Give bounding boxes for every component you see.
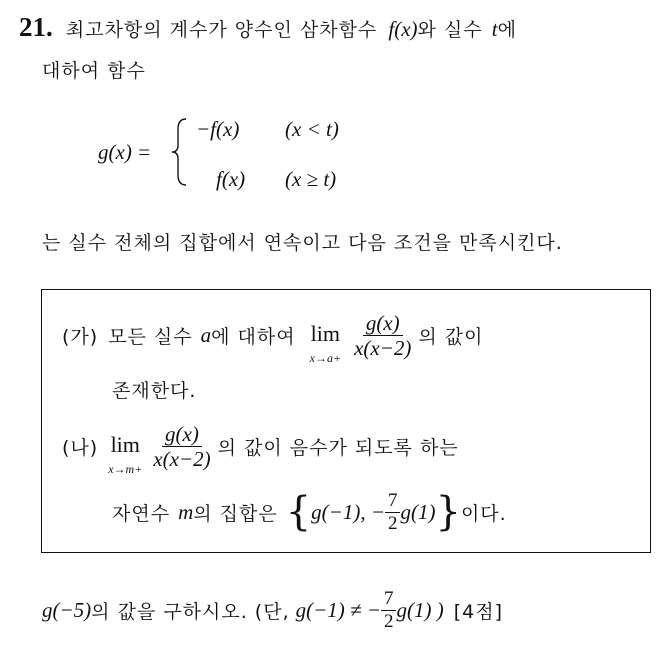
condition-na-line2 bbox=[112, 490, 507, 535]
condition-ga-mid: 에 대하여 bbox=[211, 326, 296, 348]
frac-den: 2 bbox=[387, 512, 398, 534]
question-cond-left: g(−1) ≠ − bbox=[295, 597, 381, 622]
condition-na-label: (나) bbox=[62, 437, 99, 459]
case2-cond: (x ≥ t) bbox=[285, 167, 337, 191]
seven-halves bbox=[381, 588, 397, 633]
intro-end: 에 bbox=[497, 19, 517, 41]
limit-expression bbox=[310, 323, 341, 366]
case1-expr: −f(x) bbox=[196, 117, 240, 141]
line2-end: 이다. bbox=[460, 502, 507, 525]
continuity-line: 는 실수 전체의 집합에서 연속이고 다음 조건을 만족시킨다. bbox=[42, 232, 563, 254]
condition-ga-line2: 존재한다. bbox=[112, 380, 197, 402]
fraction bbox=[150, 422, 213, 471]
condition-ga bbox=[62, 305, 483, 366]
frac-den: 2 bbox=[383, 610, 394, 632]
intro-and: 와 실수 bbox=[417, 19, 483, 41]
natural-number-text: 자연수 bbox=[112, 502, 171, 525]
denominator: x(x−2) bbox=[153, 447, 211, 471]
problem-number: 21. bbox=[19, 12, 53, 42]
piecewise-lhs bbox=[98, 140, 151, 165]
question-text: 의 값을 구하시오. (단, bbox=[91, 600, 290, 623]
set-item1: g(−1), − bbox=[311, 499, 385, 524]
set-item2: g(1) bbox=[400, 499, 436, 524]
condition-ga-text: 모든 실수 bbox=[108, 326, 193, 348]
fraction bbox=[351, 311, 414, 360]
case2-expr: f(x) bbox=[216, 167, 246, 191]
t-symbol: t bbox=[491, 17, 498, 41]
question-line bbox=[42, 588, 503, 633]
intro-line2: 대하여 함수 bbox=[42, 60, 146, 82]
condition-na-after: 의 값이 음수가 되도록 하는 bbox=[217, 437, 459, 459]
lim-word: lim bbox=[110, 432, 140, 457]
condition-na bbox=[62, 416, 459, 477]
set-close-brace: } bbox=[435, 489, 461, 536]
numerator: g(x) bbox=[162, 422, 202, 447]
question-cond-right: g(1) ) bbox=[396, 597, 444, 622]
intro-text: 최고차항의 계수가 양수인 삼차함수 bbox=[65, 19, 378, 41]
set-open-brace: { bbox=[285, 489, 312, 536]
left-brace-icon bbox=[170, 117, 190, 187]
points-label: [4점] bbox=[453, 600, 503, 623]
denominator: x(x−2) bbox=[354, 336, 412, 360]
frac-num: 7 bbox=[381, 588, 397, 611]
var-m: m bbox=[178, 499, 194, 524]
seven-halves bbox=[385, 490, 401, 535]
lim-word: lim bbox=[310, 321, 341, 346]
question-expr: g(−5) bbox=[42, 597, 92, 622]
problem-header bbox=[19, 12, 517, 43]
numerator: g(x) bbox=[363, 311, 403, 336]
condition-ga-after: 의 값이 bbox=[418, 326, 484, 348]
var-a: a bbox=[200, 323, 212, 347]
condition-ga-label: (가) bbox=[62, 326, 99, 348]
fx-symbol: f(x) bbox=[388, 17, 418, 41]
case1-cond: (x < t) bbox=[285, 117, 339, 141]
set-text: 의 집합은 bbox=[193, 502, 278, 525]
limit-expression bbox=[108, 434, 142, 477]
lim-sub: x→m+ bbox=[108, 462, 143, 476]
lim-sub: x→a+ bbox=[309, 351, 342, 365]
g-of-x-equals: g(x) = bbox=[98, 140, 152, 164]
frac-num: 7 bbox=[385, 490, 401, 513]
